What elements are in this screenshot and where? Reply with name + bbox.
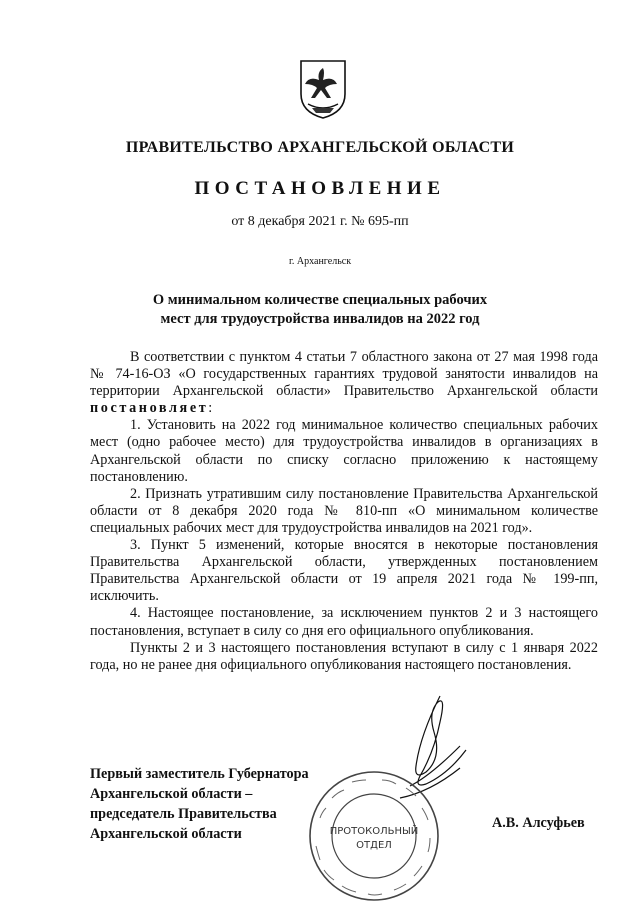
- paragraph-item-2: 2. Признать утратившим силу постановление Правительства Архангельской области от 8 декабря 2020 года № 810-пп «О минимальном количестве специальных рабочих мест для трудоустройства инвалидов на 2021 год».: [90, 485, 598, 536]
- document-date-number: от 8 декабря 2021 г. № 695-пп: [231, 214, 409, 229]
- document-body: [90, 349, 598, 674]
- intro-text: В соответствии с пунктом 4 статьи 7 областного закона от 27 мая 1998 года № 74-16-ОЗ «О государственных гарантиях трудовой занятости инвалидов на территории Архангельской области» Правительство Архангельской области: [90, 349, 598, 400]
- paragraph-item-4: 4. Настоящее постановление, за исключением пунктов 2 и 3 настоящего постановления, вступает в силу со дня его официального опубликования.: [90, 605, 598, 639]
- city-label: г. Архангельск: [288, 256, 352, 267]
- document-subject: [0, 291, 640, 329]
- signer-name: А.В. Алсуфьев: [492, 815, 585, 831]
- paragraph-item-1: 1. Установить на 2022 год минимальное количество специальных рабочих мест (одно рабочее место) для трудоустройства инвалидов в организациях в Архангельской области по списку согласно приложению к настоящему постановлению.: [90, 417, 598, 485]
- signer-title-line-2: Архангельской области –: [90, 786, 253, 802]
- stamp-text-line-1: ПРОТОКОЛЬНЫЙ: [329, 826, 419, 837]
- paragraph-item-3: 3. Пункт 5 изменений, которые вносятся в некоторые постановления Правительства Архангельской области, утвержденных постановлением Правительства Архангельской области от 19 апреля 2021 года № 199-пп, исключить.: [90, 537, 598, 605]
- signer-position: [90, 764, 309, 844]
- signer-title-line-3: председатель Правительства: [90, 806, 277, 822]
- subject-line-1: О минимальном количестве специальных рабочих: [152, 292, 488, 308]
- paragraph-effective-date: Пункты 2 и 3 настоящего постановления вступают в силу с 1 января 2022 года, но не ранее дня официального опубликования настоящего постановления.: [90, 639, 598, 673]
- coat-of-arms-emblem: [298, 58, 348, 120]
- decree-word: постановляет: [90, 400, 209, 417]
- document-type: ПОСТАНОВЛЕНИЕ: [194, 178, 446, 199]
- intro-paragraph: [90, 349, 598, 417]
- signer-title-line-1: Первый заместитель Губернатора: [90, 766, 309, 782]
- decree-colon: :: [208, 400, 213, 417]
- official-stamp: [306, 768, 442, 904]
- signer-title-line-4: Архангельской области: [90, 826, 242, 842]
- stamp-text-line-2: ОТДЕЛ: [356, 840, 392, 851]
- subject-line-2: мест для трудоустройства инвалидов на 2022 год: [160, 311, 480, 327]
- government-name: ПРАВИТЕЛЬСТВО АРХАНГЕЛЬСКОЙ ОБЛАСТИ: [125, 139, 515, 156]
